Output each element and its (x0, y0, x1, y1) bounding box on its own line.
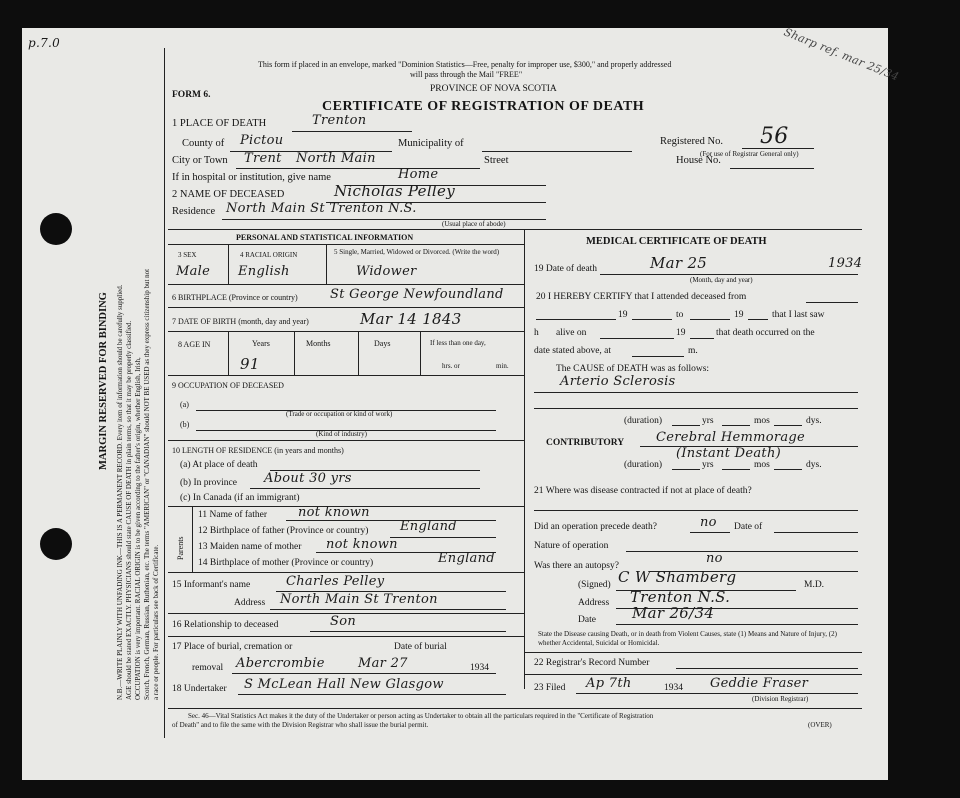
filed-year-value: 1934 (664, 683, 683, 693)
section-46-text: Sec. 46—Vital Statistics Act makes it the duty of the Undertaker or person acting as Undertaker to obtain all the particulars required in the "Certificate of Registration (188, 712, 654, 720)
informant-address-label: Address (234, 598, 266, 608)
street-label: Street (484, 155, 509, 166)
undertaker-label: 18 Undertaker (172, 684, 227, 694)
date-of-death-value: Mar 25 (650, 254, 708, 272)
mos-label-1: mos (754, 416, 770, 426)
city-label: City or Town (172, 155, 228, 166)
medical-address-value: Trenton N.S. (630, 588, 731, 606)
years-label: Years (252, 339, 270, 348)
registrar-record-label: 22 Registrar's Record Number (534, 658, 650, 668)
q21-label: 21 Where was disease contracted if not at place of death? (534, 486, 752, 496)
mail-notice: will pass through the Mail "FREE" (410, 70, 523, 79)
contributory-value: Cerebral Hemmorage (656, 430, 806, 445)
municipality-label: Municipality of (398, 138, 464, 149)
residence-c-label: (c) In Canada (if an immigrant) (180, 493, 300, 503)
hospital-label: If in hospital or institution, give name (172, 172, 331, 183)
operation-value: no (700, 515, 717, 530)
street-value: North Main (296, 151, 376, 166)
race-label: 4 RACIAL ORIGIN (240, 251, 298, 259)
column-divider (524, 229, 525, 689)
father-birthplace-label: 12 Birthplace of father (Province or country) (198, 526, 369, 536)
burial-date-label: Date of burial (394, 642, 447, 652)
md-label: M.D. (804, 580, 825, 590)
burial-year-value: 1934 (470, 663, 489, 673)
mother-name-value: not known (326, 537, 398, 552)
division-registrar-value: Geddie Fraser (710, 676, 809, 691)
corner-note: p.7.0 (28, 36, 61, 50)
occupation-label: 9 OCCUPATION OF DECEASED (172, 381, 284, 390)
months-label: Months (306, 339, 331, 348)
cause-label: The CAUSE of DEATH was as follows: (556, 364, 710, 374)
county-label: County of (182, 138, 225, 149)
marital-label: 5 Single, Married, Widowed or Divorced. (Write the word) (334, 248, 500, 256)
residence-b-label: (b) In province (180, 478, 237, 488)
informant-label: 15 Informant's name (172, 580, 251, 590)
nineteen-2: 19 (734, 310, 744, 320)
mother-name-label: 13 Maiden name of mother (198, 542, 302, 552)
county-value: Pictou (240, 133, 284, 148)
place-of-death-value: Trenton (312, 113, 367, 128)
dys-label-1: dys. (806, 416, 822, 426)
binding-margin-rule (164, 48, 165, 738)
date-of-death-note: (Month, day and year) (690, 276, 753, 284)
medical-section-title: MEDICAL CERTIFICATE OF DEATH (586, 236, 767, 247)
date-above-text: date stated above, at (534, 346, 612, 356)
nineteen-3: 19 (676, 328, 686, 338)
certify-text-1: 20 I HEREBY CERTIFY that I attended deceased from (536, 292, 747, 302)
relationship-label: 16 Relationship to deceased (172, 620, 279, 630)
city-value: Trent (244, 151, 282, 166)
father-name-label: 11 Name of father (198, 510, 268, 520)
age-label: 8 AGE IN (178, 340, 211, 349)
filed-date-value: Ap 7th (586, 676, 632, 691)
residence-b-value: About 30 yrs (264, 471, 352, 486)
autopsy-value: no (706, 551, 723, 566)
dob-value: Mar 14 1843 (360, 310, 462, 328)
occupation-b: (b) (180, 420, 190, 429)
division-registrar-note: (Division Registrar) (752, 695, 809, 703)
cause-value: Arterio Sclerosis (560, 374, 676, 389)
binder-hole-bottom (40, 528, 72, 560)
birthplace-label: 6 BIRTHPLACE (Province or country) (172, 293, 298, 302)
house-no-label: House No. (676, 155, 721, 166)
residence-value: North Main St Trenton N.S. (226, 201, 417, 216)
residence-a-label: (a) At place of death (180, 460, 258, 470)
yrs-label-2: yrs (702, 460, 714, 470)
occupation-a: (a) (180, 400, 189, 409)
personal-section-title: PERSONAL AND STATISTICAL INFORMATION (236, 233, 414, 242)
over-label: (OVER) (808, 721, 832, 729)
less-than-day-label: If less than one day, (430, 339, 486, 347)
death-year-value: 1934 (828, 256, 863, 271)
mother-birthplace-label: 14 Birthplace of mother (Province or country) (198, 558, 374, 568)
burial-label: 17 Place of burial, cremation or (172, 642, 293, 652)
certificate-title: CERTIFICATE OF REGISTRATION OF DEATH (322, 99, 645, 114)
residence-length-label: 10 LENGTH OF RESIDENCE (in years and months) (172, 446, 344, 455)
section-46-text-2: of Death" and to file the same with the Division Registrar who shall issue the burial permit. (172, 721, 429, 729)
filed-label: 23 Filed (534, 683, 566, 693)
father-birthplace-value: England (400, 519, 457, 534)
informant-address-value: North Main St Trenton (280, 592, 438, 607)
registered-no-label: Registered No. (660, 136, 723, 147)
residence-note: (Usual place of abode) (442, 220, 506, 228)
last-saw-text: that I last saw (772, 310, 825, 320)
relationship-value: Son (330, 614, 357, 629)
residence-label: Residence (172, 206, 216, 217)
duration-label-1: (duration) (624, 416, 662, 426)
margin-instructions-5: a race or people. For particulars see back of Certificate. (152, 544, 160, 700)
birthplace-value: St George Newfoundland (330, 287, 504, 302)
province-label: PROVINCE OF NOVA SCOTIA (430, 84, 557, 94)
deceased-name-label: 2 NAME OF DECEASED (172, 189, 285, 200)
min-label: min. (496, 362, 509, 370)
top-right-scrawl: Sharp ref. mar 25/34 (782, 25, 901, 84)
hrs-label: hrs. or (442, 362, 460, 370)
contributory-label: CONTRIBUTORY (546, 438, 625, 448)
mother-birthplace-value: England (438, 551, 495, 566)
sex-value: Male (176, 264, 211, 279)
yrs-label-1: yrs (702, 416, 714, 426)
dys-label-2: dys. (806, 460, 822, 470)
race-value: English (238, 264, 290, 279)
marital-value: Widower (356, 264, 417, 279)
hospital-value: Home (398, 167, 439, 182)
informant-value: Charles Pelley (286, 574, 385, 589)
occupation-b-note: (Kind of industry) (316, 430, 367, 438)
contributory-value-2: (Instant Death) (676, 446, 781, 461)
duration-label-2: (duration) (624, 460, 662, 470)
medical-address-label: Address (578, 598, 610, 608)
operation-label: Did an operation precede death? (534, 522, 657, 532)
dob-label: 7 DATE OF BIRTH (month, day and year) (172, 317, 309, 326)
undertaker-value: S McLean Hall New Glasgow (244, 677, 444, 692)
burial-place-value: Abercrombie (236, 656, 325, 671)
father-name-value: not known (298, 505, 370, 520)
state-disease-note: State the Disease causing Death, or in death from Violent Causes, state (1) Means and Nature of Injury, (2) whether Accidental, Suicidal or Homicidal. (538, 630, 837, 647)
margin-reserved-label: MARGIN RESERVED FOR BINDING (98, 292, 109, 470)
mos-label-2: mos (754, 460, 770, 470)
registered-no-value: 56 (760, 124, 789, 149)
days-label: Days (374, 339, 391, 348)
margin-instructions-2: AGE should be stated EXACTLY. PHYSICIANS should state CAUSE OF DEATH in plain terms, so that it may be properly classified. (125, 320, 133, 700)
form-number: FORM 6. (172, 90, 211, 100)
signed-label: (Signed) (578, 580, 611, 590)
deceased-name-value: Nicholas Pelley (334, 182, 455, 200)
medical-date-value: Mar 26/34 (632, 604, 715, 622)
binder-hole-top (40, 213, 72, 245)
alive-on-text: alive on (556, 328, 587, 338)
sex-label: 3 SEX (178, 251, 197, 259)
m-label: m. (688, 346, 698, 356)
medical-date-label: Date (578, 615, 596, 625)
nineteen-1: 19 (618, 310, 628, 320)
occupation-a-note: (Trade or occupation or kind of work) (286, 410, 393, 418)
registrar-note: (For use of Registrar General only) (700, 150, 799, 158)
h-label: h (534, 328, 539, 338)
nature-of-operation-label: Nature of operation (534, 541, 609, 551)
margin-instructions-3: OCCUPATION is very important. RACIAL ORIGIN is to be given according to the father's origin, whether English, Irish, (134, 357, 142, 700)
age-years-value: 91 (240, 355, 260, 373)
removal-label: removal (192, 663, 224, 673)
to-label: to (676, 310, 684, 320)
burial-date-value: Mar 27 (358, 656, 408, 671)
date-of-label: Date of (734, 522, 763, 532)
envelope-notice: This form if placed in an envelope, marked "Dominion Statistics—Free, penalty for improper use, $300," and properly addressed (258, 60, 672, 69)
margin-instructions-1: N.B.—WRITE PLAINLY WITH UNFADING INK—THIS IS A PERMANENT RECORD. Every item of information should be carefully supplied. (116, 284, 124, 700)
autopsy-label: Was there an autopsy? (534, 561, 619, 571)
death-occurred-text: that death occurred on the (716, 328, 815, 338)
parents-label: Parents (176, 536, 185, 560)
place-of-death-label: 1 PLACE OF DEATH (172, 118, 267, 129)
margin-instructions-4: Scotch, French, German, Russian, Ruthenian, etc. The terms "AMERICAN" or "CANADIAN" should NOT BE USED as they express citizenship but not (143, 268, 151, 700)
date-of-death-label: 19 Date of death (534, 264, 598, 274)
signed-value: C W Shamberg (618, 568, 737, 586)
